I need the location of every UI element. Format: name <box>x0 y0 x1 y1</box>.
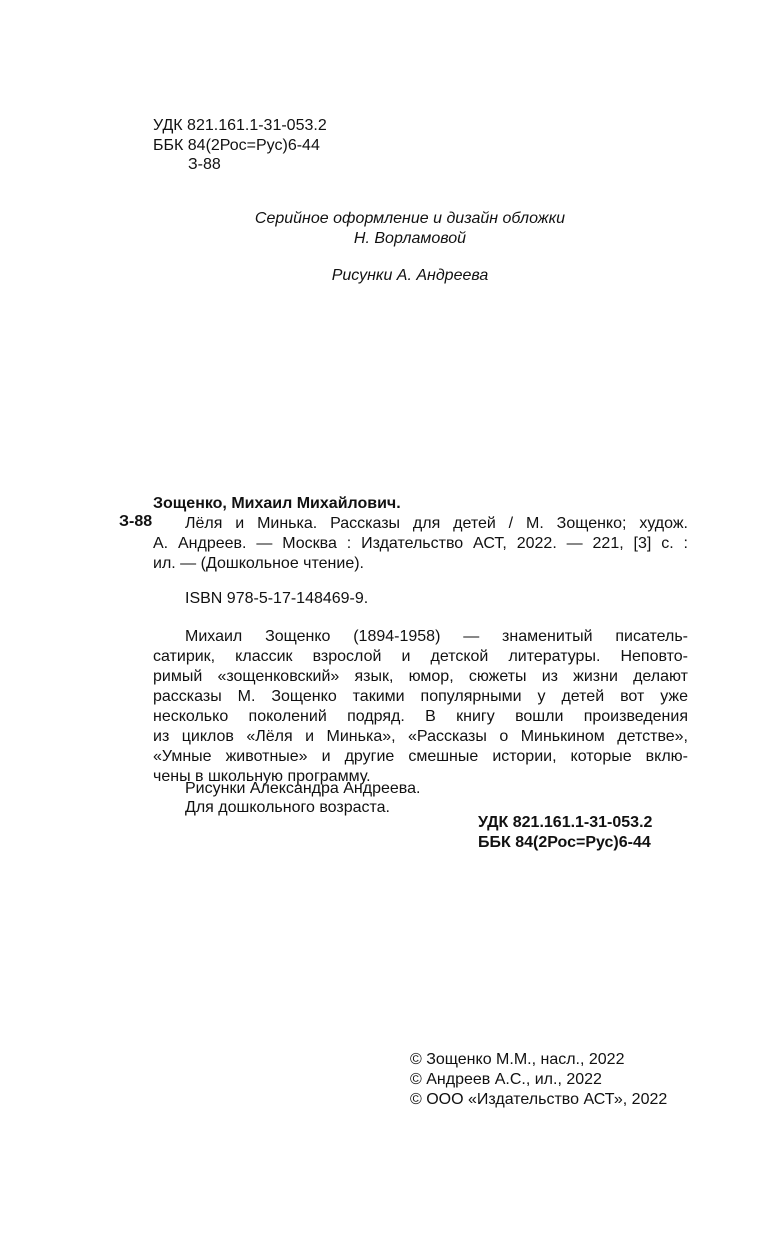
illustrator-note: Рисунки Александра Андреева. <box>185 780 421 797</box>
annotation-line: сатирик, классик взрослой и детской литературы. Неповто- <box>153 648 688 665</box>
annotation <box>153 627 688 787</box>
annotation-line: чены в школьную программу. <box>153 768 371 785</box>
catalog-author-mark: З-88 <box>119 513 153 530</box>
illustrations-credit: Рисунки А. Андреева <box>331 267 489 284</box>
description-line: ил. — (Дошкольное чтение). <box>153 555 364 572</box>
udk-code-bold: УДК 821.161.1-31-053.2 <box>478 814 653 831</box>
annotation-line: из циклов «Лёля и Минька», «Рассказы о Минькином детстве», <box>153 728 688 745</box>
description-line: А. Андреев. — Москва : Издательство АСТ, 2022. — 221, [3] с. : <box>153 535 688 552</box>
annotation-line: несколько поколений подряд. В книгу вошли произведения <box>153 708 688 725</box>
author-heading: Зощенко, Михаил Михайлович. <box>153 495 401 512</box>
annotation-line: римый «зощенковский» язык, юмор, сюжеты из жизни делают <box>153 668 688 685</box>
copyright-line: © Зощенко М.М., насл., 2022 <box>410 1051 625 1068</box>
bibliographic-description <box>153 514 688 574</box>
annotation-line: рассказы М. Зощенко такими популярными у детей вот уже <box>153 688 688 705</box>
bbk-code-bold: ББК 84(2Рос=Рус)6-44 <box>478 834 651 851</box>
age-note: Для дошкольного возраста. <box>185 799 390 816</box>
author-mark: З-88 <box>188 156 221 173</box>
design-credit-line1: Серийное оформление и дизайн обложки <box>254 210 566 227</box>
annotation-line: Михаил Зощенко (1894-1958) — знаменитый писатель- <box>185 628 688 645</box>
bbk-code: ББК 84(2Рос=Рус)6-44 <box>153 137 320 154</box>
description-line: Лёля и Минька. Рассказы для детей / М. Зощенко; худож. <box>185 515 688 532</box>
udk-code: УДК 821.161.1-31-053.2 <box>153 117 327 134</box>
annotation-line: «Умные животные» и другие смешные истории, которые вклю- <box>153 748 688 765</box>
isbn: ISBN 978-5-17-148469-9. <box>185 590 369 607</box>
copyright-line: © ООО «Издательство АСТ», 2022 <box>410 1091 668 1108</box>
design-credit-line2: Н. Ворламовой <box>353 230 467 247</box>
copyright-line: © Андреев А.С., ил., 2022 <box>410 1071 602 1088</box>
